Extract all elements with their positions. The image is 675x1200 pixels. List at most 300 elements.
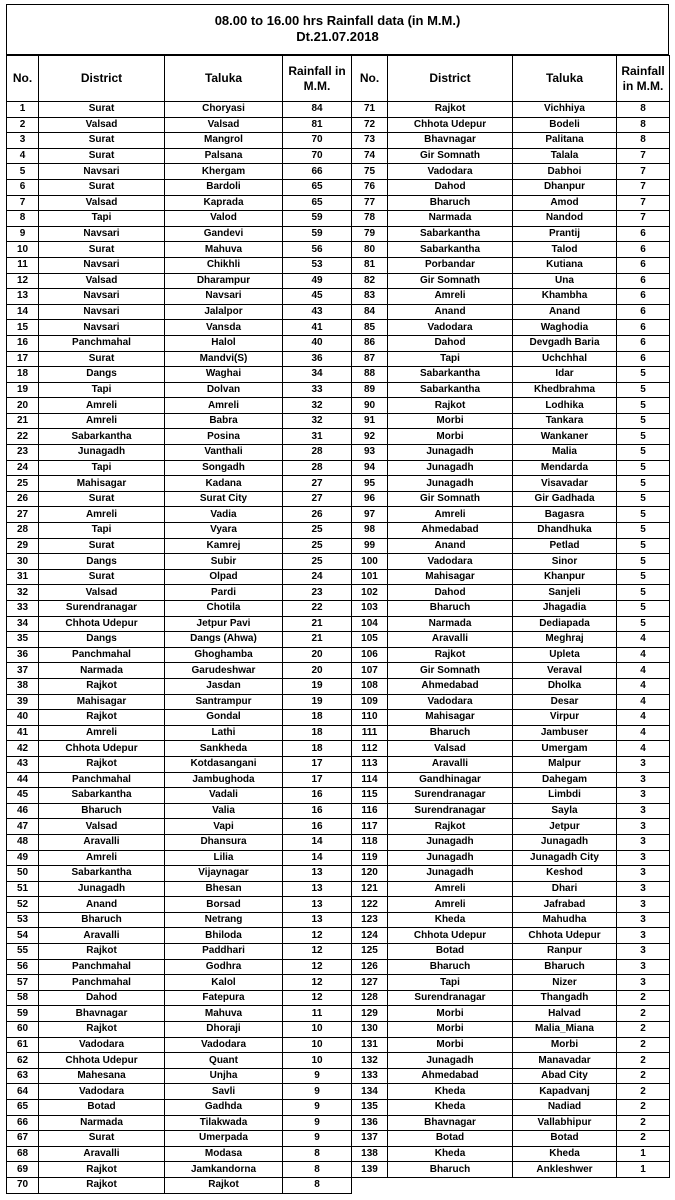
row-no: 44: [7, 772, 39, 788]
col-header-district: District: [39, 56, 165, 102]
table-row: [7, 569, 352, 585]
table-row: [7, 1146, 352, 1162]
row-no: 1: [7, 102, 39, 118]
row-rainfall: 10: [283, 1037, 352, 1053]
row-district: Sabarkantha: [39, 429, 165, 445]
row-rainfall: 16: [283, 819, 352, 835]
row-taluka: Kadana: [165, 476, 283, 492]
row-taluka: Prantij: [513, 226, 617, 242]
row-district: Anand: [388, 538, 513, 554]
row-district: Aravalli: [388, 632, 513, 648]
row-no: 102: [352, 585, 388, 601]
row-district: Rajkot: [39, 1177, 165, 1193]
row-district: Amreli: [388, 289, 513, 305]
row-no: 46: [7, 803, 39, 819]
table-row: [7, 601, 352, 617]
row-district: Ahmedabad: [388, 523, 513, 539]
table-row: [352, 616, 670, 632]
table-row: [7, 1037, 352, 1053]
row-rainfall: 5: [617, 413, 670, 429]
row-district: Chhota Udepur: [39, 616, 165, 632]
row-taluka: Kheda: [513, 1146, 617, 1162]
row-no: 7: [7, 195, 39, 211]
row-no: 53: [7, 912, 39, 928]
row-district: Navsari: [39, 304, 165, 320]
row-rainfall: 9: [283, 1100, 352, 1116]
rainfall-table-left: [6, 55, 352, 1194]
row-rainfall: 2: [617, 1022, 670, 1038]
row-taluka: Mangrol: [165, 133, 283, 149]
row-taluka: Malia_Miana: [513, 1022, 617, 1038]
row-district: Navsari: [39, 289, 165, 305]
row-taluka: Netrang: [165, 912, 283, 928]
row-rainfall: 4: [617, 678, 670, 694]
row-no: 23: [7, 445, 39, 461]
table-row: [352, 632, 670, 648]
table-row: [7, 710, 352, 726]
row-no: 139: [352, 1162, 388, 1178]
row-rainfall: 2: [617, 990, 670, 1006]
row-taluka: Tankara: [513, 413, 617, 429]
row-taluka: Umerpada: [165, 1131, 283, 1147]
row-rainfall: 5: [617, 569, 670, 585]
row-district: Rajkot: [39, 1022, 165, 1038]
row-district: Tapi: [39, 523, 165, 539]
row-district: Valsad: [388, 741, 513, 757]
table-row: [7, 1006, 352, 1022]
row-district: Surat: [39, 569, 165, 585]
row-taluka: Malia: [513, 445, 617, 461]
row-taluka: Talala: [513, 148, 617, 164]
row-taluka: Botad: [513, 1131, 617, 1147]
row-district: Valsad: [39, 585, 165, 601]
row-no: 34: [7, 616, 39, 632]
row-district: Dahod: [388, 179, 513, 195]
row-district: Navsari: [39, 164, 165, 180]
table-row: [7, 741, 352, 757]
row-taluka: Navsari: [165, 289, 283, 305]
row-taluka: Palsana: [165, 148, 283, 164]
row-taluka: Veraval: [513, 663, 617, 679]
col-header-taluka: Taluka: [165, 56, 283, 102]
row-no: 61: [7, 1037, 39, 1053]
row-no: 107: [352, 663, 388, 679]
table-row: [7, 1084, 352, 1100]
table-row: [7, 944, 352, 960]
table-row: [7, 102, 352, 118]
row-district: Bhavnagar: [388, 1115, 513, 1131]
row-district: Sabarkantha: [39, 866, 165, 882]
table-row: [7, 523, 352, 539]
row-district: Junagadh: [39, 445, 165, 461]
row-no: 20: [7, 398, 39, 414]
row-no: 29: [7, 538, 39, 554]
table-row: [7, 1053, 352, 1069]
table-row: [352, 975, 670, 991]
col-header-no: No.: [352, 56, 388, 102]
row-rainfall: 3: [617, 897, 670, 913]
row-taluka: Gir Gadhada: [513, 491, 617, 507]
table-row: [352, 382, 670, 398]
table-row: [7, 897, 352, 913]
row-no: 114: [352, 772, 388, 788]
row-district: Surat: [39, 538, 165, 554]
row-district: Gir Somnath: [388, 491, 513, 507]
row-district: Rajkot: [39, 944, 165, 960]
row-no: 30: [7, 554, 39, 570]
row-district: Anand: [39, 897, 165, 913]
table-row: [7, 133, 352, 149]
row-taluka: Waghai: [165, 367, 283, 383]
table-row: [352, 647, 670, 663]
table-row: [352, 834, 670, 850]
table-row: [7, 242, 352, 258]
row-taluka: Khambha: [513, 289, 617, 305]
row-district: Botad: [388, 944, 513, 960]
row-taluka: Pardi: [165, 585, 283, 601]
table-row: [352, 538, 670, 554]
table-row: [7, 975, 352, 991]
table-row: [352, 164, 670, 180]
row-taluka: Halol: [165, 335, 283, 351]
row-no: 90: [352, 398, 388, 414]
row-no: 33: [7, 601, 39, 617]
table-header-box: [6, 4, 669, 55]
row-no: 70: [7, 1177, 39, 1193]
row-no: 100: [352, 554, 388, 570]
row-district: Surat: [39, 148, 165, 164]
row-taluka: Umergam: [513, 741, 617, 757]
row-taluka: Waghodia: [513, 320, 617, 336]
row-district: Anand: [388, 304, 513, 320]
row-district: Panchmahal: [39, 647, 165, 663]
row-taluka: Santrampur: [165, 694, 283, 710]
row-taluka: Khanpur: [513, 569, 617, 585]
row-district: Morbi: [388, 1037, 513, 1053]
col-header-no: No.: [7, 56, 39, 102]
row-district: Rajkot: [39, 756, 165, 772]
row-no: 123: [352, 912, 388, 928]
row-district: Bharuch: [39, 803, 165, 819]
row-district: Bharuch: [388, 195, 513, 211]
table-row: [352, 289, 670, 305]
row-no: 99: [352, 538, 388, 554]
table-row: [7, 491, 352, 507]
row-rainfall: 25: [283, 538, 352, 554]
row-rainfall: 28: [283, 460, 352, 476]
row-rainfall: 18: [283, 725, 352, 741]
table-row: [352, 819, 670, 835]
row-district: Junagadh: [388, 834, 513, 850]
table-row: [7, 1022, 352, 1038]
table-row: [7, 881, 352, 897]
row-rainfall: 6: [617, 226, 670, 242]
row-no: 52: [7, 897, 39, 913]
row-no: 103: [352, 601, 388, 617]
table-row: [7, 616, 352, 632]
row-rainfall: 3: [617, 866, 670, 882]
row-rainfall: 10: [283, 1053, 352, 1069]
row-rainfall: 4: [617, 694, 670, 710]
row-district: Kheda: [388, 1084, 513, 1100]
row-rainfall: 31: [283, 429, 352, 445]
table-row: [352, 741, 670, 757]
row-district: Surendranagar: [39, 601, 165, 617]
row-rainfall: 2: [617, 1068, 670, 1084]
row-no: 48: [7, 834, 39, 850]
row-no: 125: [352, 944, 388, 960]
row-district: Kheda: [388, 912, 513, 928]
row-district: Navsari: [39, 320, 165, 336]
table-row: [352, 367, 670, 383]
row-district: Surendranagar: [388, 990, 513, 1006]
row-taluka: Sinor: [513, 554, 617, 570]
table-row: [352, 694, 670, 710]
table-row: [7, 398, 352, 414]
row-taluka: Mahuva: [165, 1006, 283, 1022]
row-district: Amreli: [388, 897, 513, 913]
row-taluka: Kutiana: [513, 257, 617, 273]
row-no: 128: [352, 990, 388, 1006]
row-no: 50: [7, 866, 39, 882]
row-rainfall: 3: [617, 928, 670, 944]
row-district: Dahod: [388, 335, 513, 351]
row-district: Bharuch: [388, 959, 513, 975]
row-no: 32: [7, 585, 39, 601]
row-rainfall: 34: [283, 367, 352, 383]
table-row: [7, 819, 352, 835]
row-district: Botad: [39, 1100, 165, 1116]
row-district: Dangs: [39, 367, 165, 383]
row-taluka: Vadodara: [165, 1037, 283, 1053]
table-row: [7, 429, 352, 445]
row-district: Navsari: [39, 226, 165, 242]
row-district: Panchmahal: [39, 335, 165, 351]
row-no: 18: [7, 367, 39, 383]
row-no: 57: [7, 975, 39, 991]
row-district: Dangs: [39, 632, 165, 648]
row-no: 89: [352, 382, 388, 398]
row-district: Vadodara: [388, 694, 513, 710]
row-no: 116: [352, 803, 388, 819]
row-rainfall: 40: [283, 335, 352, 351]
row-rainfall: 10: [283, 1022, 352, 1038]
row-taluka: Vansda: [165, 320, 283, 336]
row-no: 93: [352, 445, 388, 461]
row-rainfall: 5: [617, 382, 670, 398]
row-district: Bharuch: [388, 725, 513, 741]
row-rainfall: 2: [617, 1131, 670, 1147]
row-taluka: Mandvi(S): [165, 351, 283, 367]
row-district: Mahisagar: [39, 694, 165, 710]
table-row: [7, 179, 352, 195]
row-rainfall: 3: [617, 803, 670, 819]
row-district: Junagadh: [388, 460, 513, 476]
row-rainfall: 4: [617, 647, 670, 663]
row-taluka: Lodhika: [513, 398, 617, 414]
row-rainfall: 7: [617, 195, 670, 211]
row-taluka: Morbi: [513, 1037, 617, 1053]
row-no: 76: [352, 179, 388, 195]
row-rainfall: 25: [283, 523, 352, 539]
row-rainfall: 5: [617, 523, 670, 539]
table-row: [352, 1115, 670, 1131]
table-row: [352, 445, 670, 461]
table-row: [352, 335, 670, 351]
row-no: 105: [352, 632, 388, 648]
row-rainfall: 1: [617, 1146, 670, 1162]
row-rainfall: 5: [617, 616, 670, 632]
row-rainfall: 20: [283, 663, 352, 679]
table-row: [352, 226, 670, 242]
row-rainfall: 11: [283, 1006, 352, 1022]
row-district: Mahesana: [39, 1068, 165, 1084]
table-row: [7, 866, 352, 882]
row-taluka: Tilakwada: [165, 1115, 283, 1131]
row-taluka: Jamkandorna: [165, 1162, 283, 1178]
row-no: 54: [7, 928, 39, 944]
row-rainfall: 14: [283, 834, 352, 850]
row-taluka: Godhra: [165, 959, 283, 975]
table-row: [7, 554, 352, 570]
row-district: Surendranagar: [388, 803, 513, 819]
row-district: Gir Somnath: [388, 663, 513, 679]
row-no: 28: [7, 523, 39, 539]
row-district: Gir Somnath: [388, 273, 513, 289]
row-taluka: Vadali: [165, 788, 283, 804]
table-row: [352, 148, 670, 164]
row-taluka: Virpur: [513, 710, 617, 726]
row-district: Panchmahal: [39, 959, 165, 975]
row-rainfall: 6: [617, 320, 670, 336]
row-rainfall: 12: [283, 959, 352, 975]
row-district: Junagadh: [388, 850, 513, 866]
row-no: 60: [7, 1022, 39, 1038]
row-rainfall: 6: [617, 273, 670, 289]
row-no: 108: [352, 678, 388, 694]
row-district: Junagadh: [388, 445, 513, 461]
row-district: Surat: [39, 242, 165, 258]
table-row: [7, 211, 352, 227]
table-row: [352, 663, 670, 679]
row-district: Morbi: [388, 413, 513, 429]
row-rainfall: 8: [617, 133, 670, 149]
table-row: [352, 601, 670, 617]
table-row: [7, 632, 352, 648]
row-rainfall: 32: [283, 398, 352, 414]
row-taluka: Gondal: [165, 710, 283, 726]
row-taluka: Uchchhal: [513, 351, 617, 367]
table-row: [352, 1068, 670, 1084]
row-district: Aravalli: [388, 756, 513, 772]
table-row: [352, 866, 670, 882]
row-taluka: Malpur: [513, 756, 617, 772]
col-header-taluka: Taluka: [513, 56, 617, 102]
table-row: [352, 1131, 670, 1147]
table-row: [352, 351, 670, 367]
table-row: [352, 569, 670, 585]
row-rainfall: 66: [283, 164, 352, 180]
row-no: 81: [352, 257, 388, 273]
row-taluka: Subir: [165, 554, 283, 570]
row-district: Narmada: [39, 663, 165, 679]
row-no: 121: [352, 881, 388, 897]
row-district: Rajkot: [39, 678, 165, 694]
row-rainfall: 21: [283, 616, 352, 632]
row-rainfall: 3: [617, 834, 670, 850]
table-row: [7, 772, 352, 788]
row-district: Sabarkantha: [388, 242, 513, 258]
table-row: [7, 476, 352, 492]
row-no: 126: [352, 959, 388, 975]
row-no: 10: [7, 242, 39, 258]
row-district: Sabarkantha: [39, 788, 165, 804]
row-no: 49: [7, 850, 39, 866]
row-no: 129: [352, 1006, 388, 1022]
row-district: Narmada: [388, 616, 513, 632]
row-no: 17: [7, 351, 39, 367]
row-rainfall: 2: [617, 1006, 670, 1022]
row-district: Bhavnagar: [388, 133, 513, 149]
table-row: [7, 694, 352, 710]
document-date: Dt.21.07.2018: [296, 29, 379, 44]
row-rainfall: 4: [617, 663, 670, 679]
row-rainfall: 3: [617, 944, 670, 960]
row-taluka: Anand: [513, 304, 617, 320]
row-rainfall: 18: [283, 710, 352, 726]
row-no: 66: [7, 1115, 39, 1131]
row-rainfall: 2: [617, 1053, 670, 1069]
row-rainfall: 4: [617, 710, 670, 726]
row-district: Tapi: [388, 975, 513, 991]
table-row: [7, 367, 352, 383]
table-row: [7, 850, 352, 866]
row-taluka: Bardoli: [165, 179, 283, 195]
table-row: [352, 1084, 670, 1100]
row-rainfall: 13: [283, 881, 352, 897]
table-row: [7, 725, 352, 741]
row-taluka: Jetpur: [513, 819, 617, 835]
row-rainfall: 4: [617, 632, 670, 648]
row-rainfall: 3: [617, 788, 670, 804]
row-district: Surat: [39, 351, 165, 367]
row-district: Aravalli: [39, 928, 165, 944]
row-rainfall: 41: [283, 320, 352, 336]
row-taluka: Fatepura: [165, 990, 283, 1006]
row-taluka: Valsad: [165, 117, 283, 133]
row-no: 111: [352, 725, 388, 741]
row-rainfall: 5: [617, 491, 670, 507]
row-rainfall: 3: [617, 772, 670, 788]
table-row: [7, 1162, 352, 1178]
row-rainfall: 7: [617, 148, 670, 164]
row-taluka: Borsad: [165, 897, 283, 913]
row-no: 64: [7, 1084, 39, 1100]
row-taluka: Ranpur: [513, 944, 617, 960]
row-district: Amreli: [39, 413, 165, 429]
row-no: 37: [7, 663, 39, 679]
table-row: [7, 335, 352, 351]
row-taluka: Gadhda: [165, 1100, 283, 1116]
row-district: Aravalli: [39, 1146, 165, 1162]
row-no: 2: [7, 117, 39, 133]
table-row: [7, 382, 352, 398]
row-district: Vadodara: [388, 554, 513, 570]
row-taluka: Talod: [513, 242, 617, 258]
row-district: Vadodara: [39, 1037, 165, 1053]
row-district: Bharuch: [388, 601, 513, 617]
row-no: 106: [352, 647, 388, 663]
